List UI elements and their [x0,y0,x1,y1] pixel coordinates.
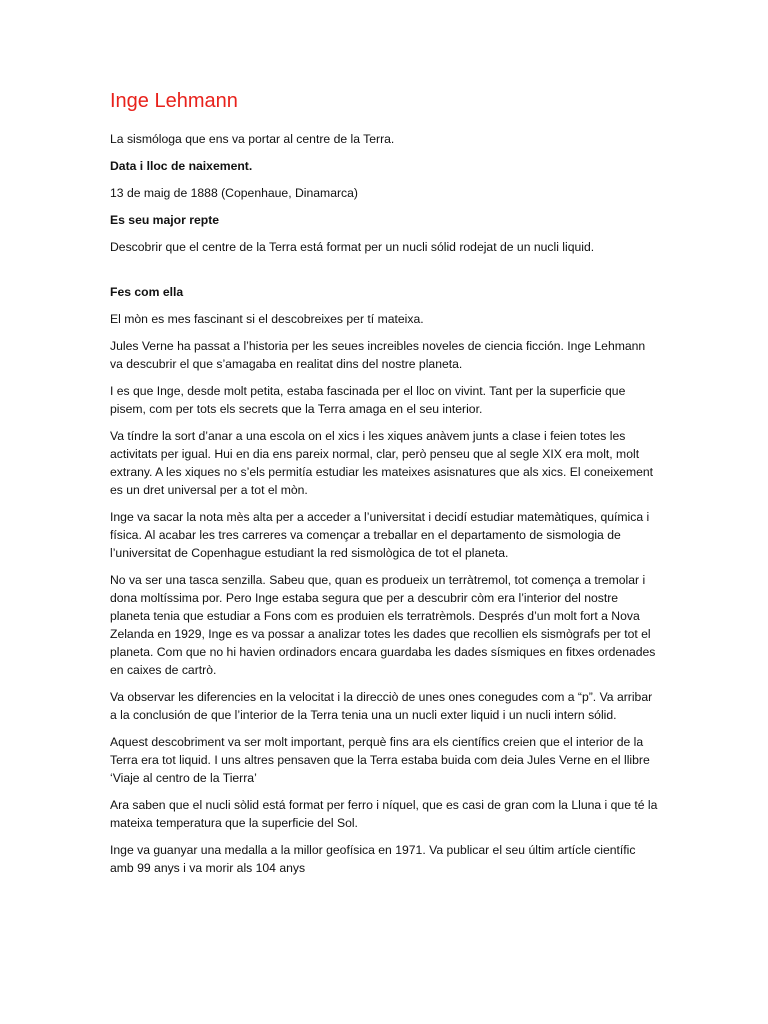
document-title: Inge Lehmann [110,90,238,112]
paragraph: I es que Inge, desde molt petita, estaba fascinada per el lloc on vivint. Tant per la superficie que pisem, com per tots els secrets que la Terra amaga en el seu interior. [110,384,626,416]
paragraph: Inge va guanyar una medalla a la millor geofísica en 1971. Va publicar el seu últim artícle científic amb 99 anys i va morir als 104 anys [110,843,636,875]
paragraph: Va tíndre la sort d’anar a una escola on el xics i les xiques anàvem junts a clase i feien totes les activitats per igual. Hui en dia ens pareix normal, clar, però penseu que al segle XIX era molt, molt extrany. A les xiques no s’els permitía estudiar les mateixes asisnatures que als xics. El coneixement es un dret universal per a tot el mòn. [110,429,654,497]
paragraph: Inge va sacar la nota mès alta per a acceder a l’universitat i decidí estudiar matemàtiques, química i física. Al acabar les tres carreres va començar a treballar en el departamento de sismologia de l’universitat de Copenhague estudiant la red sismològica de tot el planeta. [110,510,650,560]
paragraph: Jules Verne ha passat a l’historia per les seues increibles noveles de ciencia ficción. Inge Lehmann va descubrir el que s’amagaba en realitat dins del nostre planeta. [110,339,646,371]
challenge-value: Descobrir que el centre de la Terra está format per un nucli sólid rodejat de un nucli liquid. [110,240,595,254]
paragraph: Va observar les diferencies en la velocitat i la direcciò de unes ones conegudes com a “p”. Va arribar a la conclusión de que l’interior de la Terra tenia una un nucli exter liquid i un nucli intern sólid. [110,690,653,722]
subtitle: La sismóloga que ens va portar al centre de la Terra. [110,132,395,146]
follow-heading: Fes com ella [110,285,184,299]
paragraph: No va ser una tasca senzilla. Sabeu que, quan es produeix un terràtremol, tot comença a tremolar i dona moltíssima por. Pero Inge estaba segura que per a descubrir còm era l’interior del nostre planeta tenia que estudiar a Fons com es produien els terratrèmols. Després d’un molt fort a Nova Zelanda en 1929, Inge es va possar a analizar totes les dades que recollien els sismògrafs per tot el planeta. Com que no hi havien ordinadors encara guardaba les dades sísmiques en fitxes ordenades en caixes de cartrò. [110,573,656,677]
birth-heading: Data i lloc de naixement. [110,159,253,173]
challenge-heading: Es seu major repte [110,213,220,227]
paragraph: Aquest descobriment va ser molt important, perquè fins ara els científics creien que el interior de la Terra era tot liquid. I uns altres pensaven que la Terra estaba buida com deia Jules Verne en el llibre ‘Viaje al centro de la Tierra’ [110,735,650,785]
birth-value: 13 de maig de 1888 (Copenhaue, Dinamarca) [110,186,358,200]
follow-value: El mòn es mes fascinant si el descobreixes per tí mateixa. [110,312,424,326]
paragraph: Ara saben que el nucli sòlid está format per ferro i níquel, que es casi de gran com la Lluna i que té la mateixa temperatura que la superficie del Sol. [110,798,658,830]
document-body [110,88,660,886]
